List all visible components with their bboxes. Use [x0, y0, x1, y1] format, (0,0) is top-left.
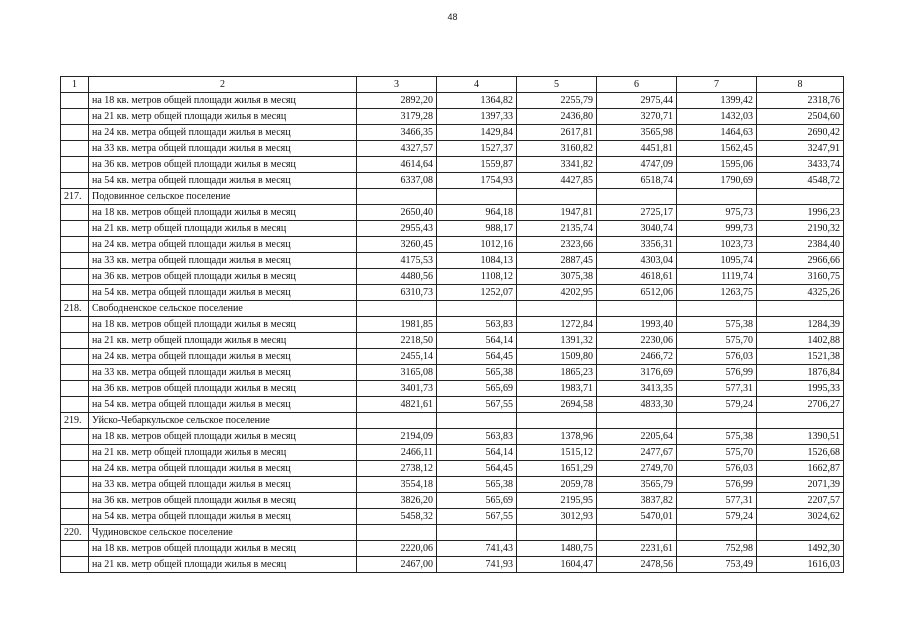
value-cell: 2690,42	[757, 125, 844, 141]
value-cell: 2478,56	[597, 557, 677, 573]
settlement-row	[61, 189, 844, 205]
row-label: на 21 кв. метр общей площади жилья в месяц	[89, 109, 357, 125]
value-cell: 1397,33	[437, 109, 517, 125]
row-label: на 24 кв. метра общей площади жилья в месяц	[89, 349, 357, 365]
table-row	[61, 445, 844, 461]
value-cell: 565,69	[437, 493, 517, 509]
value-cell: 2466,72	[597, 349, 677, 365]
column-header: 7	[677, 77, 757, 93]
row-label: на 24 кв. метра общей площади жилья в месяц	[89, 237, 357, 253]
value-cell	[677, 413, 757, 429]
row-label: на 36 кв. метров общей площади жилья в месяц	[89, 157, 357, 173]
value-cell: 4548,72	[757, 173, 844, 189]
value-cell: 575,70	[677, 445, 757, 461]
table-row	[61, 477, 844, 493]
row-number	[61, 429, 89, 445]
table-row	[61, 173, 844, 189]
value-cell	[517, 189, 597, 205]
value-cell: 2725,17	[597, 205, 677, 221]
value-cell	[517, 413, 597, 429]
value-cell: 1252,07	[437, 285, 517, 301]
value-cell: 1993,40	[597, 317, 677, 333]
row-number	[61, 349, 89, 365]
value-cell: 577,31	[677, 381, 757, 397]
value-cell: 1378,96	[517, 429, 597, 445]
value-cell	[357, 301, 437, 317]
value-cell: 975,73	[677, 205, 757, 221]
value-cell: 565,38	[437, 365, 517, 381]
value-cell: 1095,74	[677, 253, 757, 269]
value-cell: 3179,28	[357, 109, 437, 125]
row-label: на 36 кв. метров общей площади жилья в месяц	[89, 269, 357, 285]
value-cell: 1996,23	[757, 205, 844, 221]
row-number	[61, 461, 89, 477]
value-cell: 1023,73	[677, 237, 757, 253]
row-label: на 24 кв. метра общей площади жилья в месяц	[89, 125, 357, 141]
value-cell	[677, 301, 757, 317]
table-row	[61, 221, 844, 237]
row-number	[61, 285, 89, 301]
value-cell: 741,93	[437, 557, 517, 573]
table-row	[61, 125, 844, 141]
value-cell: 3341,82	[517, 157, 597, 173]
table-row	[61, 253, 844, 269]
value-cell: 1509,80	[517, 349, 597, 365]
table-row	[61, 285, 844, 301]
value-cell: 565,38	[437, 477, 517, 493]
value-cell	[597, 413, 677, 429]
row-label: на 18 кв. метров общей площади жилья в месяц	[89, 317, 357, 333]
value-cell: 3413,35	[597, 381, 677, 397]
value-cell: 1947,81	[517, 205, 597, 221]
value-cell: 2955,43	[357, 221, 437, 237]
value-cell: 2467,00	[357, 557, 437, 573]
value-cell: 1754,93	[437, 173, 517, 189]
table-row	[61, 141, 844, 157]
value-cell: 3433,74	[757, 157, 844, 173]
column-header: 2	[89, 77, 357, 93]
value-cell: 1527,37	[437, 141, 517, 157]
value-cell: 4614,64	[357, 157, 437, 173]
row-number	[61, 205, 89, 221]
row-label: на 18 кв. метров общей площади жилья в месяц	[89, 205, 357, 221]
value-cell: 3401,73	[357, 381, 437, 397]
value-cell: 1263,75	[677, 285, 757, 301]
value-cell	[677, 525, 757, 541]
value-cell: 1402,88	[757, 333, 844, 349]
value-cell: 575,38	[677, 429, 757, 445]
table-row	[61, 93, 844, 109]
value-cell	[437, 413, 517, 429]
value-cell: 579,24	[677, 397, 757, 413]
row-number	[61, 541, 89, 557]
row-label: на 54 кв. метра общей площади жилья в месяц	[89, 509, 357, 525]
value-cell: 6310,73	[357, 285, 437, 301]
value-cell: 2059,78	[517, 477, 597, 493]
value-cell: 988,17	[437, 221, 517, 237]
row-label: на 21 кв. метр общей площади жилья в месяц	[89, 333, 357, 349]
value-cell: 3040,74	[597, 221, 677, 237]
value-cell: 4325,26	[757, 285, 844, 301]
value-cell: 564,45	[437, 461, 517, 477]
value-cell: 1595,06	[677, 157, 757, 173]
value-cell: 2650,40	[357, 205, 437, 221]
table-row	[61, 365, 844, 381]
value-cell: 3466,35	[357, 125, 437, 141]
value-cell: 2504,60	[757, 109, 844, 125]
value-cell	[757, 413, 844, 429]
value-cell: 4821,61	[357, 397, 437, 413]
value-cell: 2195,95	[517, 493, 597, 509]
value-cell: 564,14	[437, 445, 517, 461]
row-number	[61, 173, 89, 189]
value-cell	[597, 525, 677, 541]
row-number	[61, 493, 89, 509]
value-cell	[677, 189, 757, 205]
row-label: на 33 кв. метра общей площади жилья в месяц	[89, 141, 357, 157]
value-cell: 1480,75	[517, 541, 597, 557]
value-cell: 1651,29	[517, 461, 597, 477]
row-number	[61, 269, 89, 285]
value-cell: 576,03	[677, 349, 757, 365]
value-cell: 2966,66	[757, 253, 844, 269]
value-cell	[757, 189, 844, 205]
value-cell: 1562,45	[677, 141, 757, 157]
value-cell: 1515,12	[517, 445, 597, 461]
value-cell: 3270,71	[597, 109, 677, 125]
value-cell: 567,55	[437, 509, 517, 525]
value-cell: 2749,70	[597, 461, 677, 477]
row-label: на 33 кв. метра общей площади жилья в месяц	[89, 253, 357, 269]
row-number	[61, 381, 89, 397]
value-cell: 2220,06	[357, 541, 437, 557]
page-number: 48	[447, 12, 458, 22]
value-cell: 565,69	[437, 381, 517, 397]
value-cell: 1364,82	[437, 93, 517, 109]
row-number	[61, 317, 89, 333]
tariff-table	[60, 76, 844, 573]
value-cell: 2194,09	[357, 429, 437, 445]
value-cell: 4327,57	[357, 141, 437, 157]
row-number	[61, 509, 89, 525]
value-cell: 4303,04	[597, 253, 677, 269]
value-cell: 1429,84	[437, 125, 517, 141]
value-cell	[357, 525, 437, 541]
table-row	[61, 429, 844, 445]
value-cell: 1390,51	[757, 429, 844, 445]
value-cell: 999,73	[677, 221, 757, 237]
column-header: 1	[61, 77, 89, 93]
column-header: 8	[757, 77, 844, 93]
value-cell: 3837,82	[597, 493, 677, 509]
value-cell: 3075,38	[517, 269, 597, 285]
value-cell: 2694,58	[517, 397, 597, 413]
value-cell: 2436,80	[517, 109, 597, 125]
row-label: на 21 кв. метр общей площади жилья в месяц	[89, 445, 357, 461]
value-cell: 1526,68	[757, 445, 844, 461]
row-number	[61, 93, 89, 109]
value-cell: 2706,27	[757, 397, 844, 413]
value-cell: 6512,06	[597, 285, 677, 301]
table-row	[61, 349, 844, 365]
value-cell: 1391,32	[517, 333, 597, 349]
value-cell: 753,49	[677, 557, 757, 573]
value-cell: 2318,76	[757, 93, 844, 109]
table-row	[61, 237, 844, 253]
row-number: 220.	[61, 525, 89, 541]
value-cell: 576,03	[677, 461, 757, 477]
value-cell	[597, 301, 677, 317]
value-cell: 2617,81	[517, 125, 597, 141]
row-label: на 18 кв. метров общей площади жилья в месяц	[89, 541, 357, 557]
value-cell	[357, 413, 437, 429]
value-cell: 1865,23	[517, 365, 597, 381]
table-row	[61, 109, 844, 125]
value-cell: 3024,62	[757, 509, 844, 525]
settlement-name: Чудиновское сельское поселение	[89, 525, 357, 541]
row-number	[61, 157, 89, 173]
row-label: на 18 кв. метров общей площади жилья в месяц	[89, 429, 357, 445]
table-row	[61, 381, 844, 397]
row-label: на 36 кв. метров общей площади жилья в месяц	[89, 381, 357, 397]
table-row	[61, 461, 844, 477]
value-cell: 3247,91	[757, 141, 844, 157]
value-cell: 2071,39	[757, 477, 844, 493]
row-number: 219.	[61, 413, 89, 429]
value-cell: 3160,75	[757, 269, 844, 285]
value-cell: 5458,32	[357, 509, 437, 525]
value-cell: 1876,84	[757, 365, 844, 381]
row-number	[61, 397, 89, 413]
value-cell	[757, 301, 844, 317]
row-label: на 18 кв. метров общей площади жилья в месяц	[89, 93, 357, 109]
value-cell: 577,31	[677, 493, 757, 509]
value-cell: 1983,71	[517, 381, 597, 397]
value-cell: 741,43	[437, 541, 517, 557]
row-label: на 21 кв. метр общей площади жилья в месяц	[89, 221, 357, 237]
value-cell: 3554,18	[357, 477, 437, 493]
value-cell: 576,99	[677, 477, 757, 493]
value-cell: 2207,57	[757, 493, 844, 509]
value-cell	[357, 189, 437, 205]
value-cell: 3826,20	[357, 493, 437, 509]
table-row	[61, 333, 844, 349]
row-label: на 24 кв. метра общей площади жилья в месяц	[89, 461, 357, 477]
table-row	[61, 397, 844, 413]
value-cell: 5470,01	[597, 509, 677, 525]
table-row	[61, 205, 844, 221]
column-header: 5	[517, 77, 597, 93]
row-number	[61, 141, 89, 157]
value-cell: 579,24	[677, 509, 757, 525]
value-cell: 1662,87	[757, 461, 844, 477]
value-cell: 564,45	[437, 349, 517, 365]
table-row	[61, 317, 844, 333]
value-cell: 2477,67	[597, 445, 677, 461]
row-label: на 21 кв. метр общей площади жилья в месяц	[89, 557, 357, 573]
value-cell: 1604,47	[517, 557, 597, 573]
value-cell	[517, 525, 597, 541]
value-cell: 575,38	[677, 317, 757, 333]
value-cell: 2455,14	[357, 349, 437, 365]
row-number	[61, 109, 89, 125]
value-cell: 1559,87	[437, 157, 517, 173]
value-cell: 1084,13	[437, 253, 517, 269]
value-cell: 3012,93	[517, 509, 597, 525]
value-cell: 3356,31	[597, 237, 677, 253]
value-cell: 1108,12	[437, 269, 517, 285]
value-cell	[757, 525, 844, 541]
row-number	[61, 237, 89, 253]
value-cell: 2738,12	[357, 461, 437, 477]
settlement-row	[61, 301, 844, 317]
value-cell: 4833,30	[597, 397, 677, 413]
row-label: на 54 кв. метра общей площади жилья в месяц	[89, 397, 357, 413]
value-cell: 2255,79	[517, 93, 597, 109]
value-cell	[437, 525, 517, 541]
row-number	[61, 557, 89, 573]
row-number	[61, 365, 89, 381]
value-cell: 2135,74	[517, 221, 597, 237]
value-cell: 1272,84	[517, 317, 597, 333]
value-cell: 2975,44	[597, 93, 677, 109]
value-cell: 3565,79	[597, 477, 677, 493]
value-cell: 1284,39	[757, 317, 844, 333]
value-cell: 964,18	[437, 205, 517, 221]
table-row	[61, 541, 844, 557]
value-cell: 1432,03	[677, 109, 757, 125]
settlement-name: Подовинное сельское поселение	[89, 189, 357, 205]
row-number	[61, 253, 89, 269]
row-label: на 33 кв. метра общей площади жилья в месяц	[89, 477, 357, 493]
table-row	[61, 493, 844, 509]
row-number	[61, 333, 89, 349]
value-cell: 1012,16	[437, 237, 517, 253]
value-cell: 563,83	[437, 317, 517, 333]
value-cell: 4747,09	[597, 157, 677, 173]
value-cell: 6337,08	[357, 173, 437, 189]
value-cell	[517, 301, 597, 317]
value-cell: 1464,63	[677, 125, 757, 141]
row-label: на 54 кв. метра общей площади жилья в месяц	[89, 173, 357, 189]
value-cell: 2887,45	[517, 253, 597, 269]
column-header: 4	[437, 77, 517, 93]
value-cell: 564,14	[437, 333, 517, 349]
row-number: 217.	[61, 189, 89, 205]
value-cell: 1981,85	[357, 317, 437, 333]
row-number	[61, 477, 89, 493]
value-cell: 2466,11	[357, 445, 437, 461]
value-cell: 752,98	[677, 541, 757, 557]
value-cell	[437, 301, 517, 317]
value-cell: 1616,03	[757, 557, 844, 573]
table-row	[61, 157, 844, 173]
table-row	[61, 557, 844, 573]
value-cell: 1399,42	[677, 93, 757, 109]
table-row	[61, 509, 844, 525]
row-label: на 36 кв. метров общей площади жилья в месяц	[89, 493, 357, 509]
value-cell: 2218,50	[357, 333, 437, 349]
settlement-row	[61, 413, 844, 429]
value-cell: 1119,74	[677, 269, 757, 285]
row-label: на 33 кв. метра общей площади жилья в месяц	[89, 365, 357, 381]
value-cell: 3260,45	[357, 237, 437, 253]
row-number: 218.	[61, 301, 89, 317]
column-header: 3	[357, 77, 437, 93]
value-cell: 3176,69	[597, 365, 677, 381]
value-cell: 2190,32	[757, 221, 844, 237]
table-row	[61, 269, 844, 285]
value-cell: 4618,61	[597, 269, 677, 285]
value-cell: 2205,64	[597, 429, 677, 445]
value-cell: 4480,56	[357, 269, 437, 285]
value-cell: 4451,81	[597, 141, 677, 157]
value-cell: 563,83	[437, 429, 517, 445]
value-cell: 3165,08	[357, 365, 437, 381]
settlement-name: Уйско-Чебаркульское сельское поселение	[89, 413, 357, 429]
row-number	[61, 125, 89, 141]
settlement-name: Свободненское сельское поселение	[89, 301, 357, 317]
value-cell: 2384,40	[757, 237, 844, 253]
value-cell: 1521,38	[757, 349, 844, 365]
value-cell: 3565,98	[597, 125, 677, 141]
value-cell: 4202,95	[517, 285, 597, 301]
value-cell: 567,55	[437, 397, 517, 413]
table-body	[61, 77, 844, 573]
value-cell: 6518,74	[597, 173, 677, 189]
table-header-row	[61, 77, 844, 93]
value-cell: 4175,53	[357, 253, 437, 269]
value-cell: 2323,66	[517, 237, 597, 253]
column-header: 6	[597, 77, 677, 93]
value-cell: 575,70	[677, 333, 757, 349]
value-cell: 1790,69	[677, 173, 757, 189]
value-cell	[437, 189, 517, 205]
row-number	[61, 445, 89, 461]
value-cell: 2892,20	[357, 93, 437, 109]
value-cell: 576,99	[677, 365, 757, 381]
value-cell: 3160,82	[517, 141, 597, 157]
value-cell: 4427,85	[517, 173, 597, 189]
value-cell: 1492,30	[757, 541, 844, 557]
value-cell: 1995,33	[757, 381, 844, 397]
value-cell: 2230,06	[597, 333, 677, 349]
value-cell	[597, 189, 677, 205]
value-cell: 2231,61	[597, 541, 677, 557]
settlement-row	[61, 525, 844, 541]
row-number	[61, 221, 89, 237]
row-label: на 54 кв. метра общей площади жилья в месяц	[89, 285, 357, 301]
